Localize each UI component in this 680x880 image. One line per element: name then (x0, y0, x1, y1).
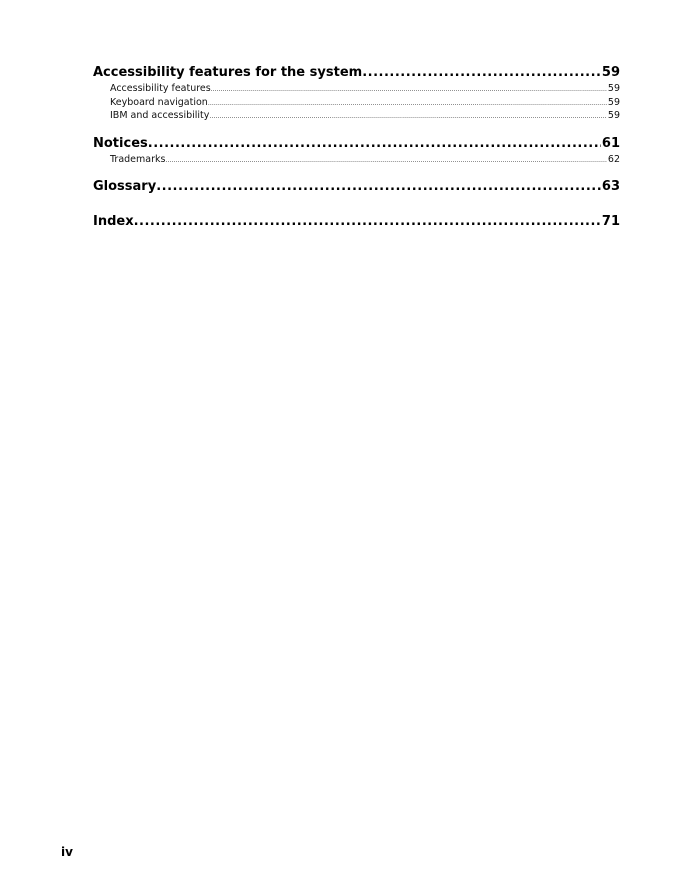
toc-subentry-title: Accessibility features (110, 83, 211, 94)
page-number: iv (61, 845, 73, 859)
toc-entry-page: 59 (601, 65, 620, 80)
dot-leader (362, 64, 601, 82)
toc-entry-accessibility-features-for-the-system[interactable] (93, 64, 620, 82)
dot-leader (134, 213, 601, 231)
toc-entry-title: Index (93, 214, 134, 229)
table-of-contents (93, 64, 620, 248)
toc-subentry-title: Keyboard navigation (110, 96, 208, 108)
toc-subentry-page: 59 (607, 83, 620, 94)
toc-entry-page: 63 (601, 179, 620, 194)
toc-subentry-keyboard-navigation[interactable] (93, 96, 620, 110)
toc-subentry-page: 59 (607, 110, 620, 121)
toc-subentry-page: 62 (607, 153, 620, 165)
toc-entry-glossary[interactable] (93, 178, 620, 196)
toc-subentry-title: IBM and accessibility (110, 110, 210, 121)
toc-section-accessibility (93, 64, 620, 123)
toc-subentry-ibm-and-accessibility[interactable] (93, 109, 620, 123)
toc-entry-index[interactable] (93, 213, 620, 231)
toc-subentry-page: 59 (607, 96, 620, 108)
toc-entry-title: Notices (93, 135, 148, 151)
toc-entry-page: 61 (601, 135, 620, 151)
dot-leader (156, 178, 601, 196)
toc-entry-title: Glossary (93, 179, 157, 194)
toc-section-notices (93, 135, 620, 167)
dot-leader (211, 83, 607, 96)
dot-leader (209, 110, 607, 123)
toc-section-glossary (93, 178, 620, 196)
dot-leader (148, 135, 601, 153)
toc-subentry-title: Trademarks (110, 153, 166, 165)
toc-entry-notices[interactable] (93, 135, 620, 153)
dot-leader (208, 97, 607, 110)
toc-section-index (93, 213, 620, 231)
toc-entry-title: Accessibility features for the system (93, 65, 363, 80)
toc-subentry-trademarks[interactable] (93, 153, 620, 167)
toc-entry-page: 71 (601, 214, 620, 229)
dot-leader (165, 154, 606, 167)
toc-subentry-accessibility-features[interactable] (93, 82, 620, 96)
